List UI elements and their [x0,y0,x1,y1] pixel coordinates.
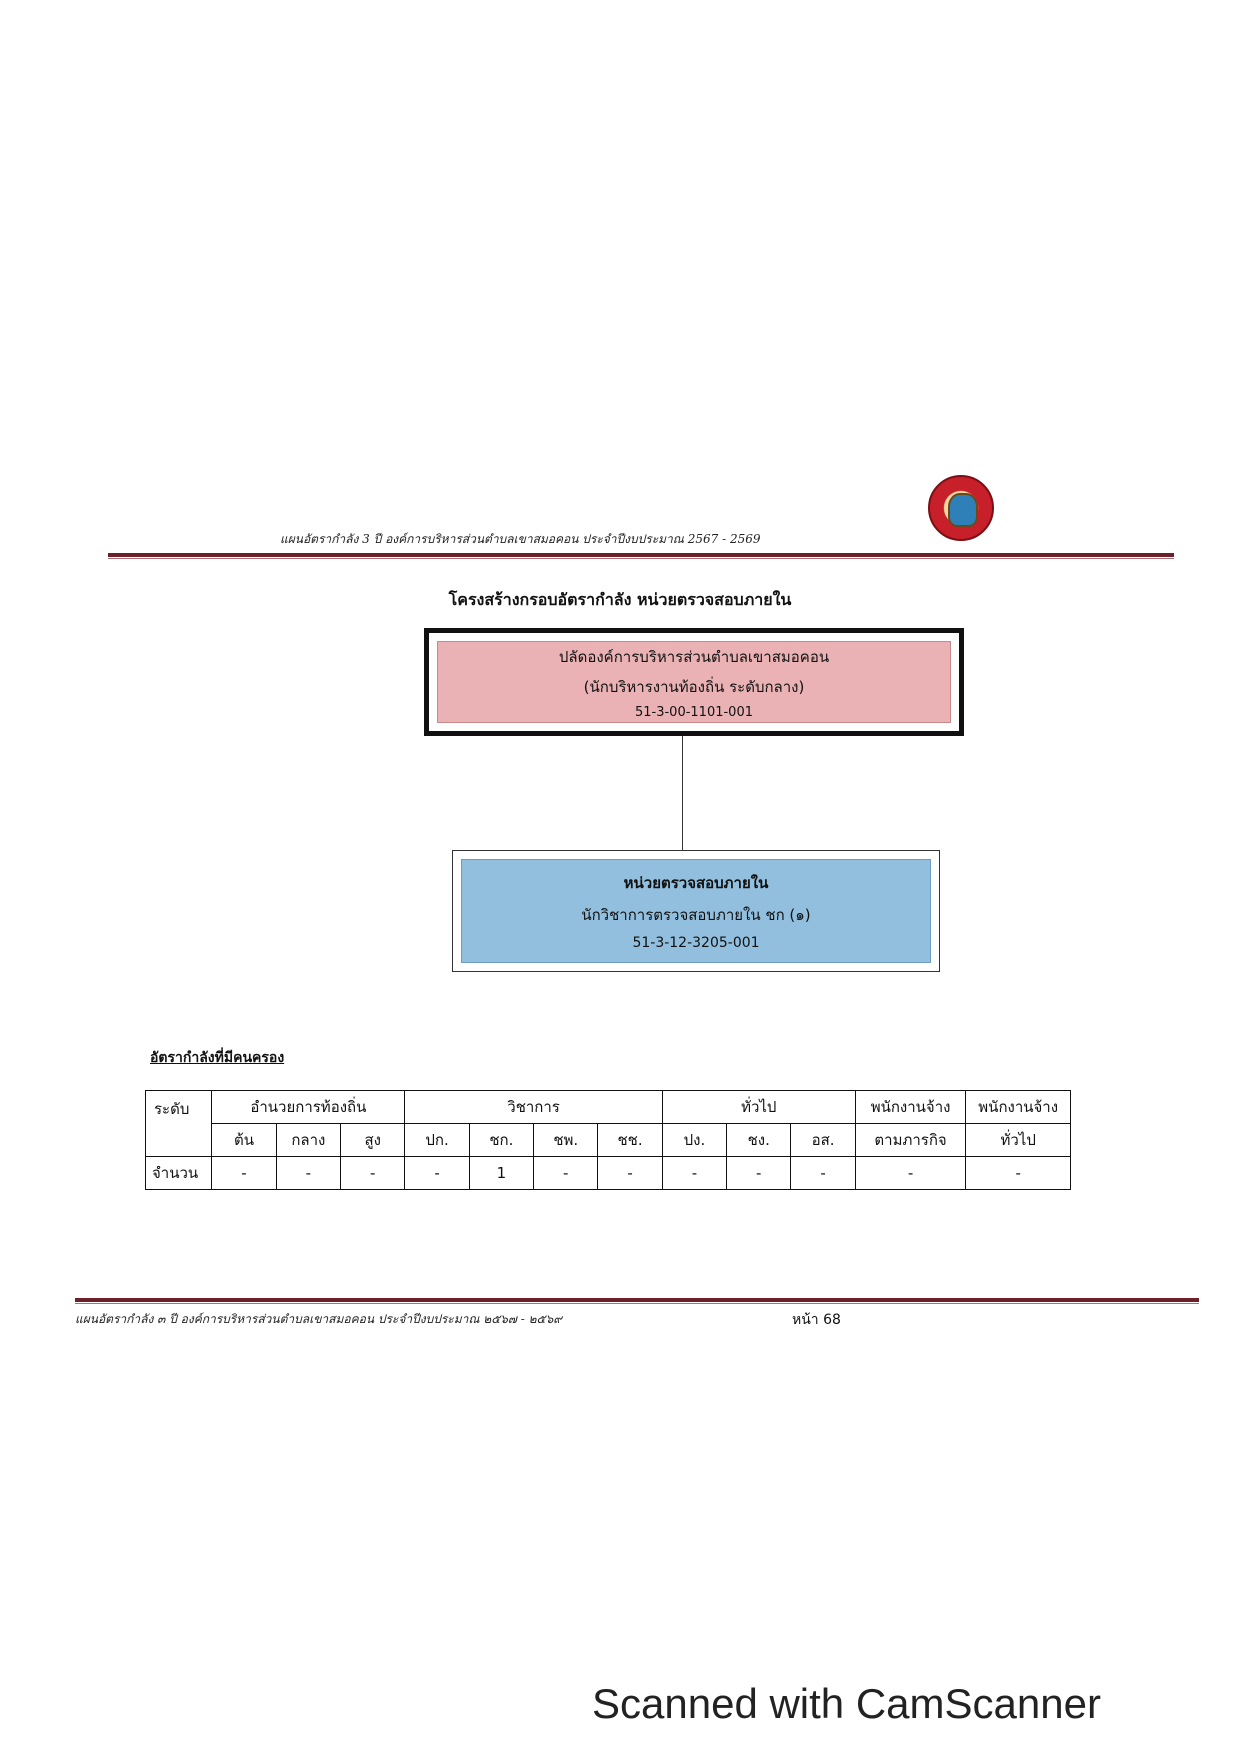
subheader-cell: ปง. [662,1124,726,1157]
org-box-top [424,628,964,736]
value-cell: - [662,1157,726,1190]
value-cell: - [855,1157,966,1190]
org-box-bottom-code: 51-3-12-3205-001 [632,935,760,951]
org-box-top-code: 51-3-00-1101-001 [634,704,753,720]
org-box-top-line1: ปลัดองค์การบริหารส่วนตำบลเขาสมอคอน [558,647,830,666]
table-subheader-row [146,1124,1071,1157]
group-general: ทั่วไป [662,1091,855,1124]
page-title: โครงสร้างกรอบอัตรากำลัง หน่วยตรวจสอบภายใน [448,590,792,609]
value-cell: - [212,1157,276,1190]
value-cell: - [791,1157,855,1190]
subheader-cell: ต้น [212,1124,276,1157]
level-header: ระดับ [146,1091,212,1157]
rates-section-label: อัตรากำลังที่มีคนครอง [150,1050,285,1066]
org-connector-line [682,736,683,850]
group-local-admin: อำนวยการท้องถิ่น [212,1091,405,1124]
subheader-cell: ชช. [598,1124,662,1157]
value-cell: - [341,1157,405,1190]
value-cell: - [405,1157,469,1190]
footer-rule-thin [75,1303,1199,1304]
group-mission-employee-line1: พนักงานจ้าง [855,1091,966,1124]
group-general-employee-line2: ทั่วไป [966,1124,1071,1157]
subheader-cell: ชง. [727,1124,791,1157]
value-cell: - [966,1157,1071,1190]
rates-table [145,1090,1071,1190]
header-rule [108,553,1174,557]
row-label: จำนวน [146,1157,212,1190]
org-box-bottom [452,850,940,972]
group-academic: วิชาการ [405,1091,662,1124]
subheader-cell: อส. [791,1124,855,1157]
org-box-bottom-line1: หน่วยตรวจสอบภายใน [623,874,769,892]
header-rule-thin [108,558,1174,559]
table-row [146,1157,1071,1190]
header-plan-text: แผนอัตรากำลัง 3 ปี องค์การบริหารส่วนตำบลเขาสมอคอน ประจำปีงบประมาณ 2567 - 2569 [280,532,761,546]
subheader-cell: ชก. [469,1124,533,1157]
org-box-top-line2: (นักบริหารงานท้องถิ่น ระดับกลาง) [583,677,805,696]
camscanner-watermark: Scanned with CamScanner [592,1680,1101,1727]
page-number: หน้า 68 [792,1312,841,1328]
footer-plan-text: แผนอัตรากำลัง ๓ ปี องค์การบริหารส่วนตำบลเขาสมอคอน ประจำปีงบประมาณ ๒๕๖๗ - ๒๕๖๙ [75,1312,563,1326]
value-cell: - [276,1157,340,1190]
subheader-cell: ปก. [405,1124,469,1157]
org-box-bottom-line2: นักวิชาการตรวจสอบภายใน ชก (๑) [581,906,811,924]
value-cell: - [534,1157,598,1190]
group-mission-employee-line2: ตามภารกิจ [855,1124,966,1157]
footer-rule [75,1298,1199,1302]
subheader-cell: สูง [341,1124,405,1157]
group-general-employee-line1: พนักงานจ้าง [966,1091,1071,1124]
value-cell: - [727,1157,791,1190]
subheader-cell: ชพ. [534,1124,598,1157]
value-cell: - [598,1157,662,1190]
value-cell: 1 [469,1157,533,1190]
subheader-cell: กลาง [276,1124,340,1157]
table-header-row [146,1091,1071,1124]
seal-logo-icon [928,475,994,541]
